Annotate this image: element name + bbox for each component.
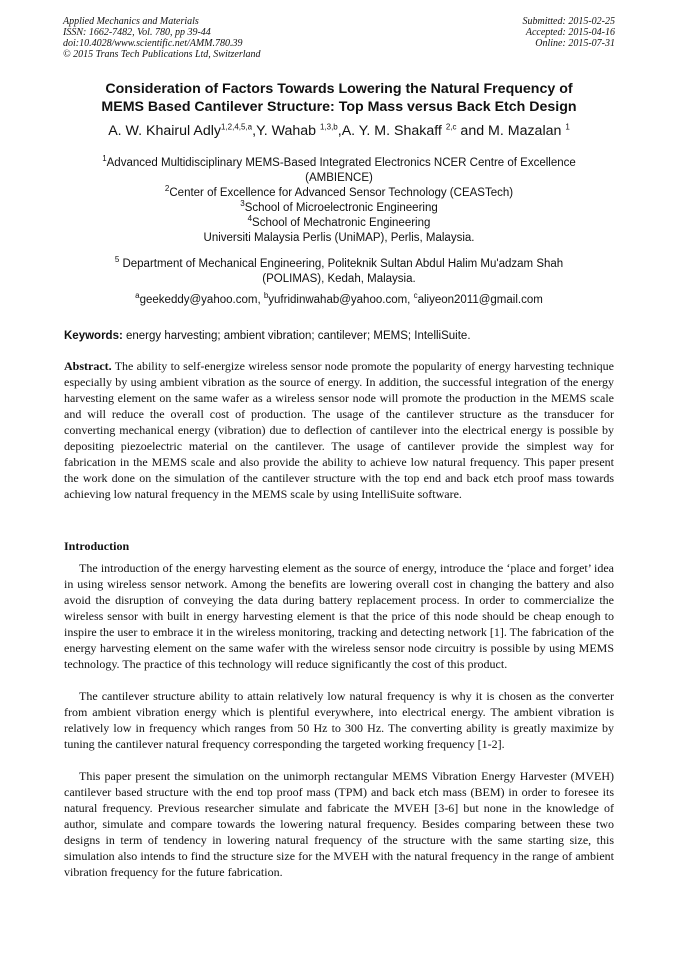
author-affiliation-marker: 2,c [445,122,457,132]
email-separator: , [407,294,414,306]
affiliation-block-5 [40,257,638,287]
affiliation-text: Universiti Malaysia Perlis (UniMAP), Perlis, Malaysia. [203,232,475,244]
title-line: Consideration of Factors Towards Lowering the Natural Frequency of [105,81,573,97]
keywords-text: energy harvesting; ambient vibration; cantilever; MEMS; IntelliSuite. [122,330,471,342]
affiliation-line [40,231,638,246]
author-affiliation-marker: 1,3,b [319,122,338,132]
author-list [40,122,638,140]
affiliation-line [40,216,638,231]
submitted-date: Submitted: 2015-02-25 [522,16,615,27]
affiliation-marker: 3 [240,199,245,209]
author-affiliation-marker: 1 [565,122,570,132]
email-marker: b [263,291,269,301]
abstract-text: The ability to self-energize wireless sensor node promote the popularity of energy harvesting technique especially by using ambient vibration as the source of energy. In addition, the successful integration of the energy harvesting element on the same wafer as a wireless sensor node will promote the production in the MEMS scale and will reduce the overall cost of production. The usage of the cantilever structure as the transducer for converting mechanical energy (vibration) due to deflection of cantilever into the electrical energy is possible by depositing piezoelectric material on the cantilever. The usage of cantilever provide the simplest way for fabrication in the MEMS scale and also provide the ability to achieve low natural frequency. This paper present the work done on the simulation of the cantilever structure with the top end and back etch proof mass towards achieving low natural frequency in the MEMS scale by using IntelliSuite software. [64,359,614,501]
copyright-line: © 2015 Trans Tech Publications Ltd, Switzerland [63,49,261,60]
abstract [64,358,614,502]
abstract-label: Abstract. [64,359,112,373]
keywords [64,329,614,344]
affiliation-marker: 5 [114,255,120,265]
email-link[interactable]: yufridinwahab@yahoo.com [268,294,408,306]
author-affiliation-marker: 1,2,4,5,a [220,122,253,132]
affiliation-line [40,201,638,216]
affiliation-text: School of Mechatronic Engineering [252,217,431,229]
email-marker: a [135,291,140,301]
affiliation-text: (AMBIENCE) [305,172,373,184]
affiliation-text: Center of Excellence for Advanced Sensor Technology (CEASTech) [169,187,514,199]
affiliation-line [40,272,638,287]
author-name: A. Y. M. Shakaff [341,123,446,139]
introduction-heading: Introduction [64,539,130,553]
affiliation-marker: 1 [102,154,107,164]
introduction-paragraph: The cantilever structure ability to attain relatively low natural frequency is why it is chosen as the converter from ambient vibration energy which is plentiful everywhere, into electrical energy. The ambient vibration is relatively low in frequency which ranges from 50 Hz to 300 Hz. The converting ability is greatly maximize by tuning the cantilever natural frequency corresponding the targeted working frequency [1-2]. [64,689,614,751]
email-marker: c [413,291,418,301]
accepted-date: Accepted: 2015-04-16 [525,27,615,38]
author-separator: and [456,123,489,139]
introduction-paragraph: This paper present the simulation on the unimorph rectangular MEMS Vibration Energy Harvester (MVEH) cantilever based structure with the end top proof mass (TPM) and back etch mass (BEM) in order to foresee its natural frequency. Previous researcher simulate and fabricate the MVEH [3-6] but none in the knowledge of author, simulate and compare towards the lowering natural frequency. Besides comparing between these two designs in term of tendency in lowering natural frequency of the structure with the same starting size, this simulation also intends to find the structure size for the MVEH with the natural frequency in the range of ambient vibration frequency for the future fabrication. [64,769,614,879]
email-link[interactable]: aliyeon2011@gmail.com [417,294,543,306]
online-date: Online: 2015-07-31 [535,38,615,49]
affiliation-text: Department of Mechanical Engineering, Politeknik Sultan Abdul Halim Mu'adzam Shah [119,258,564,270]
affiliation-marker: 4 [247,214,253,224]
journal-info [63,16,261,60]
keywords-label: Keywords: [64,330,123,342]
author-separator: , [252,123,257,139]
doi-line: doi:10.4028/www.scientific.net/AMM.780.39 [63,38,243,49]
affiliation-line [40,171,638,186]
journal-name: Applied Mechanics and Materials [63,16,199,27]
email-separator: , [257,294,264,306]
introduction-paragraph: The introduction of the energy harvesting element as the source of energy, introduce the ‘place and forget’ idea in using wireless sensor network. Among the benefits are lowering overall cost in changing the battery and also avoid the disruption of conveying the data during battery replacement process. In order to commercialize the wireless sensor with built in energy harvesting element is that the price of this node should be cheap enough to inspire the user to embrace it in the wireless monitoring, tracking and detecting network [1]. The fabrication of the energy harvesting element on the same wafer with the wireless sensor node circuitry is possible by using MEMS technology. The practice of this technology will reduce significantly the cost of this product. [64,561,614,671]
author-name: A. W. Khairul Adly [108,123,221,139]
affiliation-text: School of Microelectronic Engineering [244,202,438,214]
author-name: M. Mazalan [488,123,566,139]
affiliation-line [40,257,638,272]
submission-dates [523,16,616,49]
affiliation-marker: 2 [164,184,170,194]
author-emails [40,293,638,308]
affiliation-line [40,156,638,171]
affiliation-block [40,156,638,246]
title-line: MEMS Based Cantilever Structure: Top Mass versus Back Etch Design [101,99,577,115]
author-separator: , [337,123,342,139]
affiliation-text: Advanced Multidisciplinary MEMS-Based Integrated Electronics NCER Centre of Excellence [106,157,576,169]
affiliation-text: (POLIMAS), Kedah, Malaysia. [262,273,416,285]
email-link[interactable]: geekeddy@yahoo.com [139,294,258,306]
author-name: Y. Wahab [256,123,320,139]
affiliation-line [40,186,638,201]
paper-title [40,80,638,116]
issn-line: ISSN: 1662-7482, Vol. 780, pp 39-44 [63,27,211,38]
